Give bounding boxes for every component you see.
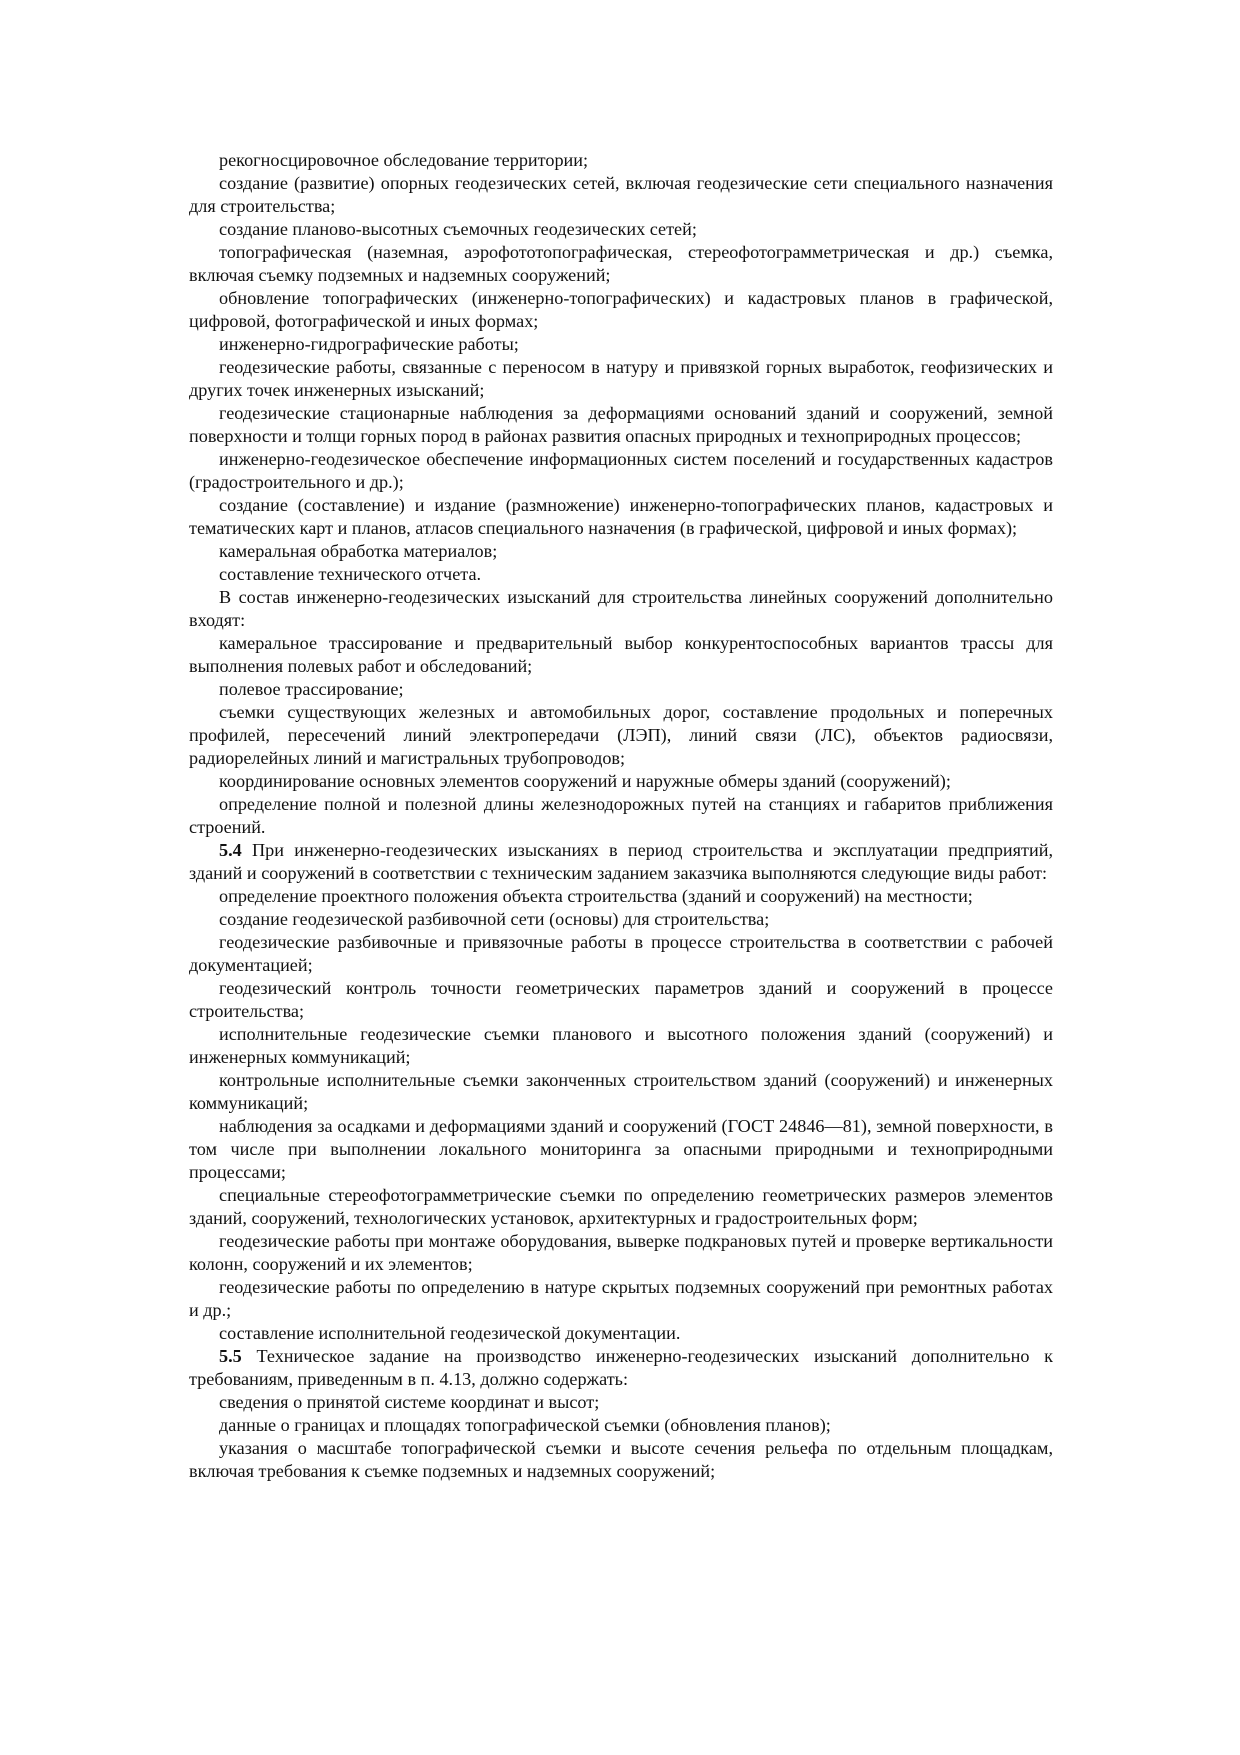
paragraph	[189, 908, 1053, 931]
paragraph	[189, 678, 1053, 701]
paragraph-text: камеральное трассирование и предварительный выбор конкурентоспособных вариантов трассы для выполнения полевых работ и обследований;	[189, 633, 1053, 676]
paragraph	[189, 494, 1053, 540]
paragraph	[189, 1230, 1053, 1276]
section-paragraph	[189, 839, 1053, 885]
paragraph-text: специальные стереофотограмметрические съемки по определению геометрических размеров элементов зданий, сооружений, технологических установок, архитектурных и градостроительных форм;	[189, 1185, 1053, 1228]
paragraph-text: обновление топографических (инженерно-топографических) и кадастровых планов в графической, цифровой, фотографической и иных формах;	[189, 288, 1053, 331]
paragraph-text: данные о границах и площадях топографической съемки (обновления планов);	[219, 1415, 831, 1435]
paragraph	[189, 448, 1053, 494]
paragraph	[189, 1391, 1053, 1414]
paragraph	[189, 402, 1053, 448]
paragraph	[189, 770, 1053, 793]
paragraph	[189, 1276, 1053, 1322]
paragraph	[189, 1322, 1053, 1345]
paragraph-text: указания о масштабе топографической съемки и высоте сечения рельефа по отдельным площадкам, включая требования к съемке подземных и надземных сооружений;	[189, 1438, 1053, 1481]
paragraph	[189, 149, 1053, 172]
paragraph-text: геодезические работы, связанные с переносом в натуру и привязкой горных выработок, геофизических и других точек инженерных изысканий;	[189, 357, 1053, 400]
paragraph-text: топографическая (наземная, аэрофототопографическая, стереофотограмметрическая и др.) съемка, включая съемку подземных и надземных сооружений;	[189, 242, 1053, 285]
paragraph-text: определение полной и полезной длины железнодорожных путей на станциях и габаритов приближения строений.	[189, 794, 1053, 837]
section-number: 5.4	[219, 840, 242, 860]
paragraph-text: полевое трассирование;	[219, 679, 404, 699]
paragraph	[189, 1023, 1053, 1069]
paragraph	[189, 1115, 1053, 1184]
paragraph-text: рекогносцировочное обследование территории;	[219, 150, 589, 170]
paragraph-text: исполнительные геодезические съемки планового и высотного положения зданий (сооружений) и инженерных коммуникаций;	[189, 1024, 1053, 1067]
paragraph	[189, 793, 1053, 839]
paragraph	[189, 563, 1053, 586]
paragraph	[189, 885, 1053, 908]
paragraph-text: инженерно-геодезическое обеспечение информационных систем поселений и государственных кадастров (градостроительного и др.);	[189, 449, 1053, 492]
paragraph-text: создание планово-высотных съемочных геодезических сетей;	[219, 219, 697, 239]
paragraph-text: геодезические стационарные наблюдения за деформациями оснований зданий и сооружений, земной поверхности и толщи горных пород в районах развития опасных природных и техноприродных процессов;	[189, 403, 1053, 446]
paragraph	[189, 977, 1053, 1023]
paragraph	[189, 632, 1053, 678]
document-page	[189, 149, 1053, 1483]
paragraph-text: составление технического отчета.	[219, 564, 482, 584]
paragraph	[189, 241, 1053, 287]
paragraph-text: координирование основных элементов сооружений и наружные обмеры зданий (сооружений);	[219, 771, 951, 791]
paragraph-text: При инженерно-геодезических изысканиях в период строительства и эксплуатации предприятий, зданий и сооружений в соответствии с техническим заданием заказчика выполняются следующие виды работ:	[189, 840, 1053, 883]
paragraph-text: геодезические работы при монтаже оборудования, выверке подкрановых путей и проверке вертикальности колонн, сооружений и их элементов;	[189, 1231, 1053, 1274]
paragraph	[189, 172, 1053, 218]
paragraph	[189, 287, 1053, 333]
paragraph-text: составление исполнительной геодезической документации.	[219, 1323, 681, 1343]
paragraph-text: сведения о принятой системе координат и высот;	[219, 1392, 600, 1412]
paragraph-text: определение проектного положения объекта строительства (зданий и сооружений) на местности;	[219, 886, 973, 906]
section-paragraph	[189, 1345, 1053, 1391]
section-number: 5.5	[219, 1346, 242, 1366]
paragraph-text: создание (составление) и издание (размножение) инженерно-топографических планов, кадастровых и тематических карт и планов, атласов специального назначения (в графической, цифровой и иных формах);	[189, 495, 1053, 538]
paragraph	[189, 1069, 1053, 1115]
paragraph-text: Техническое задание на производство инженерно-геодезических изысканий дополнительно к требованиям, приведенным в п. 4.13, должно содержать:	[189, 1346, 1053, 1389]
paragraph-text: съемки существующих железных и автомобильных дорог, составление продольных и поперечных профилей, пересечений линий электропередачи (ЛЭП), линий связи (ЛС), объектов радиосвязи, радиорелейных линий и магистральных трубопроводов;	[189, 702, 1053, 768]
paragraph-text: инженерно-гидрографические работы;	[219, 334, 519, 354]
paragraph	[189, 1184, 1053, 1230]
paragraph	[189, 586, 1053, 632]
paragraph	[189, 540, 1053, 563]
paragraph-text: создание геодезической разбивочной сети (основы) для строительства;	[219, 909, 770, 929]
paragraph-text: геодезические работы по определению в натуре скрытых подземных сооружений при ремонтных работах и др.;	[189, 1277, 1053, 1320]
paragraph-text: В состав инженерно-геодезических изысканий для строительства линейных сооружений дополнительно входят:	[189, 587, 1053, 630]
paragraph-text: геодезический контроль точности геометрических параметров зданий и сооружений в процессе строительства;	[189, 978, 1053, 1021]
paragraph-text: создание (развитие) опорных геодезических сетей, включая геодезические сети специального назначения для строительства;	[189, 173, 1053, 216]
paragraph	[189, 218, 1053, 241]
paragraph	[189, 931, 1053, 977]
paragraph-text: геодезические разбивочные и привязочные работы в процессе строительства в соответствии с рабочей документацией;	[189, 932, 1053, 975]
paragraph	[189, 701, 1053, 770]
paragraph	[189, 356, 1053, 402]
paragraph	[189, 333, 1053, 356]
paragraph-text: контрольные исполнительные съемки законченных строительством зданий (сооружений) и инженерных коммуникаций;	[189, 1070, 1053, 1113]
paragraph	[189, 1437, 1053, 1483]
paragraph-text: камеральная обработка материалов;	[219, 541, 498, 561]
paragraph-text: наблюдения за осадками и деформациями зданий и сооружений (ГОСТ 24846—81), земной поверхности, в том числе при выполнении локального мониторинга за опасными природными и техноприродными процессами;	[189, 1116, 1053, 1182]
paragraph	[189, 1414, 1053, 1437]
